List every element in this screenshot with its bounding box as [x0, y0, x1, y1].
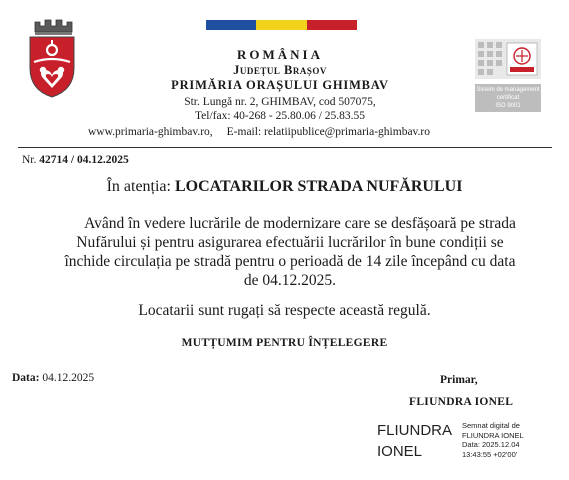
signatory-title: Primar, — [440, 374, 478, 386]
header-divider — [18, 147, 552, 148]
attention-prefix: În atenția: — [106, 178, 171, 195]
cert-line-2: certificat — [496, 95, 520, 101]
county-heading: Județul Brașov — [233, 63, 327, 77]
document-date — [12, 372, 94, 384]
institution-heading: PRIMĂRIA ORAȘULUI GHIMBAV — [171, 78, 389, 92]
phone-line: Tel/fax: 40-268 - 25.80.06 / 25.83.55 — [194, 110, 366, 122]
flag-yellow-stripe — [256, 20, 306, 30]
date-label: Data: — [12, 372, 40, 384]
digital-signature-details — [462, 421, 524, 459]
attention-line — [0, 178, 569, 196]
flag-red-stripe — [307, 20, 357, 30]
ghimbav-coat-of-arms-icon — [27, 18, 77, 98]
digital-signature-detail-3: Data: 2025.12.04 — [462, 440, 520, 449]
attention-recipient: LOCATARILOR STRADA NUFĂRULUI — [174, 178, 463, 195]
website-link[interactable]: www.primaria-ghimbav.ro, — [88, 126, 213, 138]
registration-prefix: Nr. — [22, 154, 37, 166]
digital-signature-name — [377, 420, 452, 462]
registration-number — [22, 154, 129, 166]
digital-signature-detail-1: Semnat digital de — [462, 421, 520, 430]
address-line: Str. Lungă nr. 2, GHIMBAV, cod 507075, — [184, 96, 376, 108]
request-line: Locatarii sunt rugați să respecte această regulă. — [138, 302, 431, 319]
flag-blue-stripe — [206, 20, 256, 30]
signatory-name: FLIUNDRA IONEL — [409, 396, 514, 408]
cert-badge-icon — [475, 39, 541, 79]
digital-signature-detail-2: FLIUNDRA IONEL — [462, 430, 524, 440]
romanian-flag-bar — [206, 20, 357, 30]
cert-line-1: Sistem de management — [476, 87, 540, 93]
cert-line-3: ISO 9001 — [495, 103, 521, 109]
date-value: 04.12.2025 — [42, 372, 95, 384]
registration-value: 42714 / 04.12.2025 — [39, 154, 129, 166]
notice-paragraph: Având în vedere lucrările de modernizare care se desfășoară pe strada Nufărului și pentru asigurarea efectuării lucrărilor în bune condiții se închide circulația pe stradă pentru o perioadă de 14 zile începând cu data de 04.12.2025. — [64, 215, 516, 289]
country-heading: ROMÂNIA — [237, 47, 323, 62]
contact-line — [88, 126, 430, 138]
thanks-line: MUTȚUMIM PENTRU ÎNȚELEGERE — [181, 337, 388, 349]
digital-signature-detail-4: 13:43:55 +02'00' — [462, 449, 518, 459]
digital-signature-name-line-2: IONEL — [377, 443, 423, 460]
iso-9001-certification-logo — [475, 39, 541, 107]
digital-signature-name-line-1: FLIUNDRA — [377, 422, 453, 439]
email-link[interactable]: E-mail: relatiipublice@primaria-ghimbav.ro — [226, 126, 431, 138]
